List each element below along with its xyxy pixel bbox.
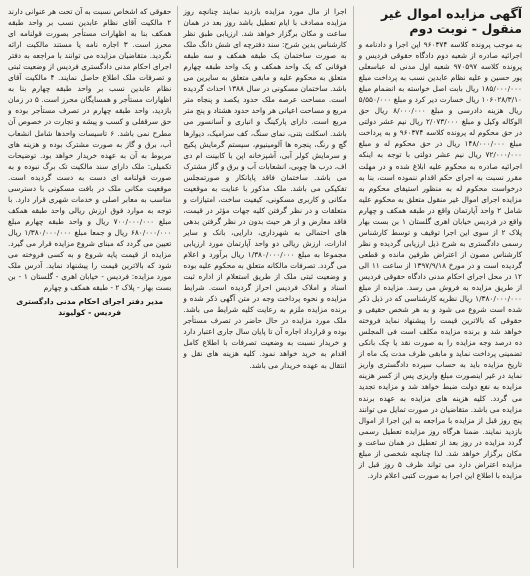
notice-title: آگهی مزایده اموال غیر منقول - نوبت دوم — [380, 6, 522, 36]
notice-body-middle: اجرا از مال مورد مزایده بازدید نمایند چنانچه روز مزایده مصادف با ایام تعطیل باشد روز بعد در همان ساعت و مکان برگزار خواهد شد. ارزیابی طبق نظر کارشناس بدین شرح: سند دفترچه ای شش دانگ ملک به صورت ساختمان یک طبقه همکف و سه طبقه فوقانی که یک واحد همکف و یک واحد طبقه چهارم متعلق به محکوم علیه و مابقی متعلق به سایرین می باشد. ساختمان مسکونی در سال ۱۳۸۸ احداث گردیده است. مساحت عرصه ملک حدود یکصد و پنجاه متر مربع و مساحت اعیانی هر واحد حدود هشتاد و پنج متر مربع است. دارای پارکینگ و انباری و آسانسور می باشد. اسکلت بتنی، نمای سنگ، کف سرامیک، دیوارها گچ و رنگ، پنجره ها آلومینیوم، سیستم گرمایش پکیج و سرمایش کولر آبی، آشپزخانه اپن با کابینت ام دی اف، درب ها چوبی، انشعابات آب و برق و گاز مشترک می باشد. ساختمان فاقد پایانکار و صورتمجلس تفکیکی می باشد. ملک مذکور با عنایت به موقعیت مکانی و کاربری مسکونی، کیفیت ساخت، امتیازات و متعلقات و در نظر گرفتن کلیه جهات مؤثر در قیمت، فاقد معارض و از هر حیث بدون در نظر گرفتن بدهی های احتمالی به شهرداری، دارایی، بانک و سایر ادارات، ارزش ریالی دو واحد آپارتمان مورد ارزیابی مجموعا به مبلغ ۱/۳۸۰/۰۰۰/۰۰۰ ریال برآورد و اعلام می گردد. تصرفات مالکانه متعلق به محکوم علیه بوده و وضعیت ثبتی ملک از طریق استعلام از اداره ثبت اسناد و املاک فردیس احراز گردیده است. شرایط مزایده و نحوه پرداخت وجه در متن آگهی ذکر شده و برنده مزایده ملزم به رعایت کلیه شرایط می باشد. ملک مورد مزایده در حال حاضر در تصرف مستأجر بوده و قرارداد اجاره آن تا پایان سال جاری اعتبار دارد و خریدار نسبت به وضعیت تصرفات با اطلاع کامل اقدام به خرید خواهد نمود. کلیه هزینه های نقل و انتقال به عهده خریدار می باشد. — [183, 7, 347, 370]
notice-columns — [8, 6, 522, 568]
notice-column-right — [353, 6, 522, 568]
notice-body-left: حقوقی که اشخاص نسبت به آن تحت هر عنوانی دارند ۲ مالکیت آقای نظام عابدین نسب بر واحد طبقه همکف بنا به اظهارات مستأجر بصورت قولنامه ای محرز است. ۳ اجاره نامه یا مستند مالکیت ارائه نگردید. متقاضیان مزایده می توانند با مراجعه به دفتر اجرای احکام مدنی دادگستری فردیس از وضعیت ثبتی و تصرفات ملک اطلاع حاصل نمایند. ۴ مالکیت آقای نظام عابدین نسب بر واحد طبقه چهارم بنا به اظهارات مستأجر و همسایگان محرز است. ۵ در زمان بازدید، واحد طبقه چهارم در تصرف مستأجر بوده و حق سرقفلی و کسب و پیشه و تجارت در خصوص آن مطرح نمی باشد. ۶ تاسیسات واحدها شامل انشعاب آب، برق و گاز به صورت مشترک بوده و هزینه های مربوط به آن به عهده خریدار خواهد بود. توضیحات تکمیلی: ملک دارای سند مالکیت تک برگ نبوده و به صورت قولنامه ای دست به دست گردیده است. موقعیت مکانی ملک در بافت مسکونی با دسترسی مناسب به معابر اصلی و خدمات شهری قرار دارد. با توجه به موارد فوق ارزش ریالی واحد طبقه همکف مبلغ ۷۰۰/۰۰۰/۰۰۰ ریال و واحد طبقه چهارم مبلغ ۶۸۰/۰۰۰/۰۰۰ ریال و جمعا مبلغ ۱/۳۸۰/۰۰۰/۰۰۰ ریال تعیین می گردد که مبنای شروع مزایده قرار می گیرد. مزایده از قیمت پایه شروع و به کسی فروخته می شود که بالاترین قیمت را پیشنهاد نماید. آدرس ملک مورد مزایده: فردیس - خیابان اهری - گلستان ۱ - بن بست بهار - پلاک ۲ - طبقه همکف و چهارم — [8, 7, 172, 293]
notice-column-middle — [177, 6, 346, 568]
notice-signature: مدیر دفتر اجرای احکام مدنی دادگستری فردیس - کولیوند — [16, 297, 164, 318]
notice-column-left — [8, 6, 171, 568]
notice-body-right: به موجب پرونده کلاسه ۹۶۰۳۷۴ این اجرا و دادنامه و اجرائیه صادره از شعبه دوم دادگاه حقوقی فردیس و پرونده کلاسه ۹۷۰۵۹۷ شعبه اول مدنی له عباسعلی پور حسین و علیه نظام عابدین نسب به پرداخت مبلغ ۱۸۵/۰۰۰/۰۰۰ ریال بابت اصل خواسته به انضمام مبلغ ۱۰۶۰۲۸/۳/۱۰ ریال خسارت دیر کرد و مبلغ ۵/۵۵۰/۰۰۰ ریال هزینه دادرسی و مبلغ ۸/۰۰۰/۰۰۰ ریال حق الوکاله وکیل و مبلغ ۲/۰۷۳/۰۰۰ ریال نیم عشر دولتی در حق محکوم له پرونده کلاسه ۹۶۰۳۷۴ و به پرداخت مبلغ ۱۴۸/۰۰۰/۰۰۰ ریال در حق محکوم له و مبلغ ۷۲/۰۰۰/۰۰۰ ریال نیم عشر دولتی با توجه به اینکه اجرائیه صادره به محکوم علیه ابلاغ شده و در مهلت مقرر نسبت به اجرای حکم اقدام ننموده است، بنا به درخواست محکوم له به منظور استیفای محکوم به مزایده اجرای اموال غیر منقول متعلق به محکوم علیه شامل ۲ واحد آپارتمان واقع در طبقه همکف و چهارم واقع در فردیس خیابان اهری گلستان ۱ بن بست بهار پلاک ۲ از سوی این اجرا توقیف و توسط کارشناس رسمی دادگستری به شرح ذیل ارزیابی گردیده و نظر کارشناس مصون از اعتراض طرفین مانده و قطعی گردیده است و در مورخ ۱۳۹۷/۹/۱۸ از ساعت ۱۱ الی ۱۲ در محل اجرای احکام مدنی دادگاه حقوقی فردیس از طریق مزایده به فروش می رسد. مزایده از مبلغ ۱/۳۸۰/۰۰۰/۰۰۰ ریال نظریه کارشناسی که در ذیل ذکر شده است شروع می شود و به هر شخص حقیقی و حقوقی که بالاترین قیمت را پیشنهاد نماید فروخته خواهد شد و برنده مزایده مکلف است فی المجلس ده درصد وجه مزایده را به صورت نقد یا چک بانکی تضمینی پرداخت نماید و مابقی ظرف مدت یک ماه از تاریخ مزایده باید به حساب سپرده دادگستری واریز نماید در غیر اینصورت مبلغ واریزی پس از کسر هزینه مزایده به نفع دولت ضبط خواهد شد و مزایده تجدید می گردد. کلیه هزینه های مزایده به عهده برنده مزایده می باشد. متقاضیان در صورت تمایل می توانند پنج روز قبل از مزایده با مراجعه به این اجرا از اموال بازدید نمایند. ضمنا هرگاه روز مزایده تعطیل رسمی گردد مزایده در روز بعد از تعطیل در همان ساعت و مکان برگزار خواهد شد. لذا چنانچه شخصی از مبلغ مزایده اعتراض دارد می تواند ظرف ۵ روز قبل از مزایده با اطلاع این اجرا به صورت کتبی اعلام دارد. — [358, 40, 522, 480]
